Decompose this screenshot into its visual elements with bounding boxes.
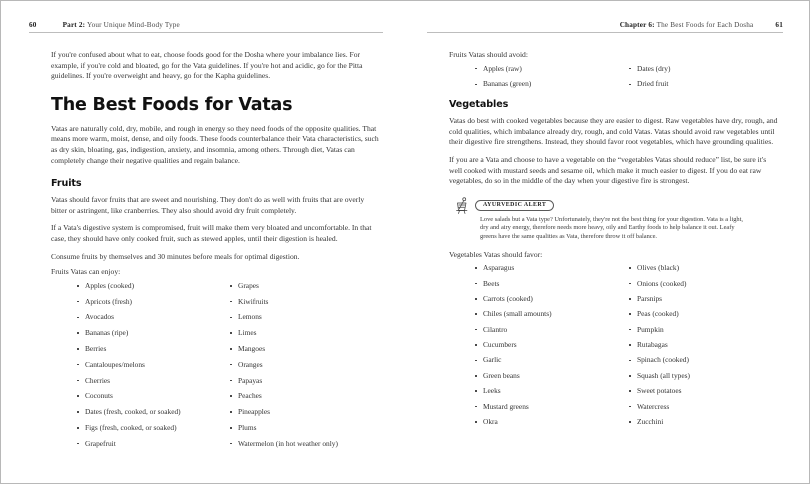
list-item: Peas (cooked) (625, 309, 779, 324)
list-item: Watercress (625, 402, 779, 417)
page-number-right: 61 (775, 21, 783, 29)
fruits-enjoy-column-2 (226, 281, 379, 455)
vata-paragraph: Vatas are naturally cold, dry, mobile, and rough in energy so they need foods of the opposite qualities. That means more warm, moist, dense, and oily foods. These foods counterbalance their Vata characteristics, such as dry skin, bloating, gas, indigestion, anxiety, and insomnia, among others. Through diet, Vatas can completely change their negative qualities and regain balance. (51, 123, 379, 165)
list-item: Grapes (226, 281, 379, 297)
list-item: Lemons (226, 312, 379, 328)
vegetables-favor-list (449, 263, 779, 432)
running-head-right (427, 21, 783, 33)
list-item: Pumpkin (625, 325, 779, 340)
list-item: Spinach (cooked) (625, 355, 779, 370)
mortar-and-pestle-icon (453, 197, 473, 214)
list-item: Oranges (226, 360, 379, 376)
list-item: Plums (226, 423, 379, 439)
list-item: Pineapples (226, 407, 379, 423)
intro-paragraph: If you're confused about what to eat, choose foods good for the Dosha where your imbalance lies. For example, if you're cold and bloated, go for the Vata guidelines. If you're hot and acidic, go for the Pitta guidelines. If you're overweight and heavy, go for the Kapha guidelines. (51, 50, 363, 81)
fruits-avoid-column-1 (471, 64, 625, 96)
list-item: Berries (73, 344, 226, 360)
ayurvedic-alert-label: AYURVEDIC ALERT (475, 200, 554, 212)
list-item: Leeks (471, 386, 625, 401)
list-item: Dates (fresh, cooked, or soaked) (73, 407, 226, 423)
list-item: Squash (all types) (625, 371, 779, 386)
list-item: Cantaloupes/melons (73, 360, 226, 376)
fruits-avoid-lead: Fruits Vatas should avoid: (449, 50, 528, 59)
list-item: Beets (471, 279, 625, 294)
list-item: Apricots (fresh) (73, 297, 226, 313)
vegetables-paragraph-1: Vatas do best with cooked vegetables because they are easier to digest. Raw vegetables have dry, rough, and cold qualities, which imbalance already dry, rough, and cold Vatas. Vatas should avoid raw vegetables until their digestive fire strengthens. Instead, they should favor root vegetables, which have grounding qualities. (449, 116, 778, 147)
running-head-right-part: Chapter 6: (619, 21, 655, 29)
list-item: Onions (cooked) (625, 279, 779, 294)
list-item: Rutabagas (625, 340, 779, 355)
vegetables-paragraph-2: If you are a Vata and choose to have a vegetable on the “vegetables Vatas should reduce” list, be sure it's well cooked with mustard seeds and sesame oil, which make it much easier to digest. If you do eat raw vegetables, do so in the middle of the day when your digestive fire is strongest. (449, 154, 767, 186)
list-item: Green beans (471, 371, 625, 386)
fruits-enjoy-column-1 (73, 281, 226, 455)
list-item: Grapefruit (73, 439, 226, 455)
running-head-left-text (63, 21, 180, 29)
list-item: Watermelon (in hot weather only) (226, 439, 379, 455)
right-body-column (427, 50, 783, 432)
fruits-paragraph-1: Vatas should favor fruits that are sweet and nourishing. They don't do as well with fruits that are overly bitter or astringent, like cranberries. They also should avoid dry fruit completely. (51, 195, 365, 215)
list-item: Apples (raw) (471, 64, 625, 80)
vegetables-favor-column-1 (471, 263, 625, 432)
list-item: Bananas (green) (471, 79, 625, 95)
vegetables-favor-lead: Vegetables Vatas should favor: (449, 249, 543, 259)
list-item: Apples (cooked) (73, 281, 226, 297)
left-page (1, 1, 405, 483)
fruits-enjoy-list (51, 281, 379, 455)
list-item: Kiwifruits (226, 297, 379, 313)
list-item: Parsnips (625, 294, 779, 309)
right-page (405, 1, 809, 483)
running-head-left-title: Your Unique Mind-Body Type (86, 21, 180, 29)
chapter-heading: The Best Foods for Vatas (51, 94, 293, 115)
running-head-right-text (620, 21, 754, 29)
fruits-enjoy-lead: Fruits Vatas can enjoy: (51, 267, 121, 277)
vegetables-heading: Vegetables (449, 99, 509, 111)
fruits-heading: Fruits (51, 178, 82, 190)
list-item: Peaches (226, 391, 379, 407)
list-item: Sweet potatoes (625, 386, 779, 401)
vegetables-favor-column-2 (625, 263, 779, 432)
list-item: Bananas (ripe) (73, 328, 226, 344)
fruits-paragraph-3: Consume fruits by themselves and 30 minutes before meals for optimal digestion. (51, 251, 300, 261)
list-item: Cherries (73, 376, 226, 392)
ayurvedic-alert-box (449, 197, 779, 242)
list-item: Dried fruit (625, 79, 779, 95)
list-item: Papayas (226, 376, 379, 392)
list-item: Asparagus (471, 263, 625, 278)
list-item: Avocados (73, 312, 226, 328)
fruits-paragraph-2: If a Vata's digestive system is compromised, fruit will make them very bloated and uncomfortable. In that case, they should have only cooked fruit, such as stewed apples, until their digestion is healed. (51, 223, 372, 243)
fruits-avoid-column-2 (625, 64, 779, 96)
ayurvedic-alert-text: Love salads but a Vata type? Unfortunately, they're not the best thing for your digestion. Vata is a light, dry and airy energy, therefore needs more heavy, oily and Earthy foods to help balance it out. Leafy greens have the same qualities as Vata, therefore throw it off balance. (480, 215, 743, 240)
list-item: Okra (471, 417, 625, 432)
list-item: Olives (black) (625, 263, 779, 278)
ayurvedic-alert-header (453, 197, 779, 214)
list-item: Carrots (cooked) (471, 294, 625, 309)
list-item: Garlic (471, 355, 625, 370)
list-item: Mustard greens (471, 402, 625, 417)
list-item: Dates (dry) (625, 64, 779, 80)
fruits-avoid-list (449, 64, 779, 96)
list-item: Cucumbers (471, 340, 625, 355)
running-head-left-part: Part 2: (62, 21, 86, 29)
list-item: Figs (fresh, cooked, or soaked) (73, 423, 226, 439)
list-item: Zucchini (625, 417, 779, 432)
list-item: Chiles (small amounts) (471, 309, 625, 324)
list-item: Coconuts (73, 391, 226, 407)
running-head-right-title: The Best Foods for Each Dosha (656, 21, 754, 29)
page-number-left: 60 (29, 21, 37, 29)
list-item: Limes (226, 328, 379, 344)
list-item: Cilantro (471, 325, 625, 340)
running-head-left (29, 21, 383, 33)
left-body-column (29, 50, 383, 454)
list-item: Mangoes (226, 344, 379, 360)
